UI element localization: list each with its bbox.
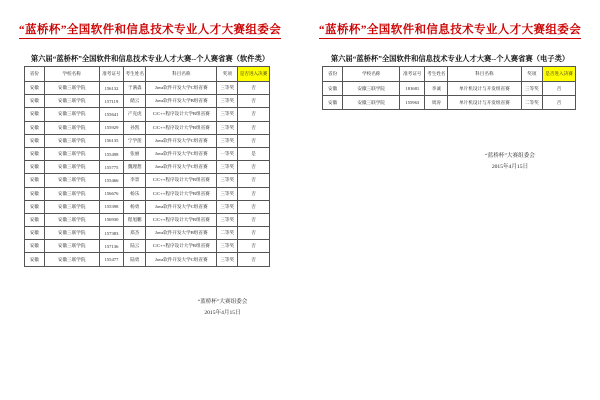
table-row [25, 134, 270, 147]
table-cell: 否 [238, 253, 270, 266]
table-row [25, 200, 270, 213]
footer-date: 2015年4月15日 [491, 163, 529, 170]
col-header-advance-to-final: 是否进入决赛 [238, 67, 270, 82]
col-header-subject: 科目名称 [448, 67, 521, 82]
table-row [25, 161, 270, 174]
table-cell: 安徽三联学院 [44, 253, 99, 266]
table-cell: 否 [238, 200, 270, 213]
table-row [25, 174, 270, 187]
table-cell: 安徽 [25, 147, 45, 160]
table-cell: 否 [238, 174, 270, 187]
page-subtitle: 第六届“蓝桥杯”全国软件和信息技术专业人才大赛--个人赛省赛（电子类） [330, 54, 570, 63]
col-header-ticket-no: 准考证号 [99, 67, 124, 82]
col-header-school: 学校名称 [343, 67, 400, 82]
table-cell: 否 [238, 227, 270, 240]
table-cell: 产克虎 [124, 108, 146, 121]
table-cell: Java软件开发大学B组省赛 [146, 95, 217, 108]
table-cell: 郑杰 [124, 227, 146, 240]
table-cell: 安徽三联学院 [44, 108, 99, 121]
col-header-award: 奖项 [217, 67, 238, 82]
page-footer [150, 297, 295, 318]
table-cell: 安徽 [25, 200, 45, 213]
table-cell: 安徽三联学院 [44, 200, 99, 213]
table-row [25, 240, 270, 253]
footer-date: 2015年4月15日 [204, 309, 241, 316]
page-title: “蓝桥杯”全国软件和信息技术专业人才大赛组委会 [319, 21, 581, 39]
header-row [323, 67, 576, 82]
table-cell: 三等奖 [217, 253, 238, 266]
table-cell: 安徽三联学院 [343, 82, 400, 96]
table-cell: 孙凯 [124, 121, 146, 134]
col-header-school: 学校名称 [44, 67, 99, 82]
table-cell: 156132 [99, 82, 124, 95]
table-cell: 安徽 [25, 253, 45, 266]
table-cell: 否 [238, 95, 270, 108]
table-cell: 安徽三联学院 [44, 174, 99, 187]
table-cell: 155963 [400, 96, 425, 110]
table-cell: 三等奖 [217, 240, 238, 253]
table-cell: 155498 [99, 147, 124, 160]
table-cell: 155929 [99, 121, 124, 134]
table-cell: 155477 [99, 253, 124, 266]
table-cell: 李景 [124, 174, 146, 187]
table-cell: 安徽 [323, 82, 343, 96]
table-body [25, 82, 270, 267]
table-cell: 三等奖 [217, 134, 238, 147]
table-cell: 安徽 [25, 82, 45, 95]
table-cell: 安徽三联学院 [44, 161, 99, 174]
table-cell: 安徽三联学院 [44, 121, 99, 134]
table-cell: 三等奖 [217, 187, 238, 200]
table-cell: 安徽 [25, 121, 45, 134]
table-cell: 157383 [99, 227, 124, 240]
table-header [25, 67, 270, 82]
table-body [323, 82, 576, 110]
table-cell: 156676 [99, 187, 124, 200]
table-cell: 三等奖 [217, 121, 238, 134]
table-header [323, 67, 576, 82]
table-cell: 三等奖 [521, 82, 543, 96]
table-cell: Java软件开发大学C组省赛 [146, 161, 217, 174]
table-cell: 单片机设计与开发组省赛 [448, 82, 521, 96]
table-cell: 否 [238, 82, 270, 95]
table-cell: 安徽三联学院 [343, 96, 400, 110]
table-cell: 安徽三联学院 [44, 134, 99, 147]
table-cell: Java软件开发大学C组省赛 [146, 134, 217, 147]
page-subtitle: 第六届“蓝桥杯”全国软件和信息技术专业人才大赛--个人赛省赛（软件类） [30, 54, 270, 63]
table-cell: Java软件开发大学B组省赛 [146, 227, 217, 240]
table-cell: 安徽三联学院 [44, 95, 99, 108]
table-cell: 一等奖 [217, 147, 238, 160]
col-header-award: 奖项 [521, 67, 543, 82]
col-header-candidate-name: 考生姓名 [124, 67, 146, 82]
table-row [323, 82, 576, 96]
title-row [300, 20, 600, 39]
table-cell: 二等奖 [521, 96, 543, 110]
table-cell: 安徽三联学院 [44, 213, 99, 226]
table-cell: 杨勇 [124, 200, 146, 213]
table-cell: 张丽 [124, 147, 146, 160]
table-cell: 155775 [99, 161, 124, 174]
table-cell: 安徽三联学院 [44, 187, 99, 200]
table-cell: 魏理想 [124, 161, 146, 174]
col-header-candidate-name: 考生姓名 [425, 67, 448, 82]
table-cell: 安徽 [25, 108, 45, 121]
table-cell: 三等奖 [217, 82, 238, 95]
table-cell: Java软件开发大学C组省赛 [146, 253, 217, 266]
col-header-subject: 科目名称 [146, 67, 217, 82]
table-cell: 否 [238, 134, 270, 147]
table-cell: C/C++程序设计大学B组省赛 [146, 213, 217, 226]
table-cell: Java软件开发大学C组省赛 [146, 200, 217, 213]
table-cell: 杨乐 [124, 187, 146, 200]
table-cell: 单片机设计与开发组省赛 [448, 96, 521, 110]
table-cell: 156930 [99, 213, 124, 226]
table-cell: 三等奖 [217, 95, 238, 108]
table-cell: 安徽 [25, 213, 45, 226]
col-header-ticket-no: 准考证号 [400, 67, 425, 82]
table-cell: 否 [238, 213, 270, 226]
subtitle-row [300, 48, 600, 66]
table-cell: 否 [238, 240, 270, 253]
table-cell: 程旭鹏 [124, 213, 146, 226]
col-header-province: 省份 [25, 67, 45, 82]
table-cell: 安徽 [25, 161, 45, 174]
footer-organization: “蓝桥杯”大赛组委会 [197, 299, 248, 305]
table-row [25, 108, 270, 121]
table-cell: 三等奖 [217, 200, 238, 213]
table-cell: 是 [238, 147, 270, 160]
col-header-advance-to-final: 是否进入决赛 [543, 67, 576, 82]
table-cell: C/C++程序设计大学B组省赛 [146, 108, 217, 121]
table-cell: 安徽三联学院 [44, 240, 99, 253]
table-cell: 155466 [99, 174, 124, 187]
table-cell: 否 [238, 161, 270, 174]
table-cell: 否 [543, 82, 576, 96]
page-footer [440, 151, 580, 172]
table-row [25, 121, 270, 134]
table-row [25, 227, 270, 240]
table-cell: C/C++程序设计大学B组省赛 [146, 174, 217, 187]
table-cell: 安徽三联学院 [44, 82, 99, 95]
table-cell: 157136 [99, 240, 124, 253]
table-cell: 陆云 [124, 240, 146, 253]
table-cell: 安徽 [25, 174, 45, 187]
table-cell: 宁学莲 [124, 134, 146, 147]
table-cell: 安徽三联学院 [44, 147, 99, 160]
table-cell: 否 [238, 121, 270, 134]
table-cell: 李诚 [425, 82, 448, 96]
table-row [25, 147, 270, 160]
table-cell: 于满淼 [124, 82, 146, 95]
table-cell: 157119 [99, 95, 124, 108]
table-cell: 安徽 [25, 95, 45, 108]
table-cell: 周涛 [425, 96, 448, 110]
table-cell: 陆勇 [124, 253, 146, 266]
results-table-electronics [322, 66, 576, 110]
table-row [25, 95, 270, 108]
table-cell: 156135 [99, 134, 124, 147]
table-cell: Java软件开发大学C组省赛 [146, 147, 217, 160]
table-cell: 181681 [400, 82, 425, 96]
table-cell: Java软件开发大学C组省赛 [146, 82, 217, 95]
table-cell: 155398 [99, 200, 124, 213]
table-cell: 安徽 [25, 227, 45, 240]
table-row [25, 253, 270, 266]
table-cell: 否 [238, 108, 270, 121]
table-cell: 储云 [124, 95, 146, 108]
header-row [25, 67, 270, 82]
table-cell: 三等奖 [217, 161, 238, 174]
table-cell: 安徽 [25, 134, 45, 147]
subtitle-row [0, 48, 300, 66]
table-cell: 三等奖 [217, 174, 238, 187]
results-table-software [24, 66, 270, 267]
table-cell: C/C++程序设计大学B组省赛 [146, 121, 217, 134]
table-cell: 155641 [99, 108, 124, 121]
table-cell: 安徽 [25, 240, 45, 253]
table-cell: 三等奖 [217, 213, 238, 226]
table-cell: C/C++程序设计大学B组省赛 [146, 187, 217, 200]
footer-organization: “蓝桥杯”大赛组委会 [485, 153, 535, 159]
page-electronics-category [300, 0, 600, 400]
table-row [25, 187, 270, 200]
table-cell: 二等奖 [217, 227, 238, 240]
table-cell: 三等奖 [217, 108, 238, 121]
table-cell: 安徽 [25, 187, 45, 200]
table-cell: 安徽 [323, 96, 343, 110]
table-row [25, 82, 270, 95]
table-cell: 否 [238, 187, 270, 200]
table-cell: 否 [543, 96, 576, 110]
page-title: “蓝桥杯”全国软件和信息技术专业人才大赛组委会 [19, 21, 281, 39]
col-header-province: 省份 [323, 67, 343, 82]
table-row [323, 96, 576, 110]
table-cell: C/C++程序设计大学B组省赛 [146, 240, 217, 253]
table-row [25, 213, 270, 226]
table-cell: 安徽三联学院 [44, 227, 99, 240]
title-row [0, 20, 300, 39]
